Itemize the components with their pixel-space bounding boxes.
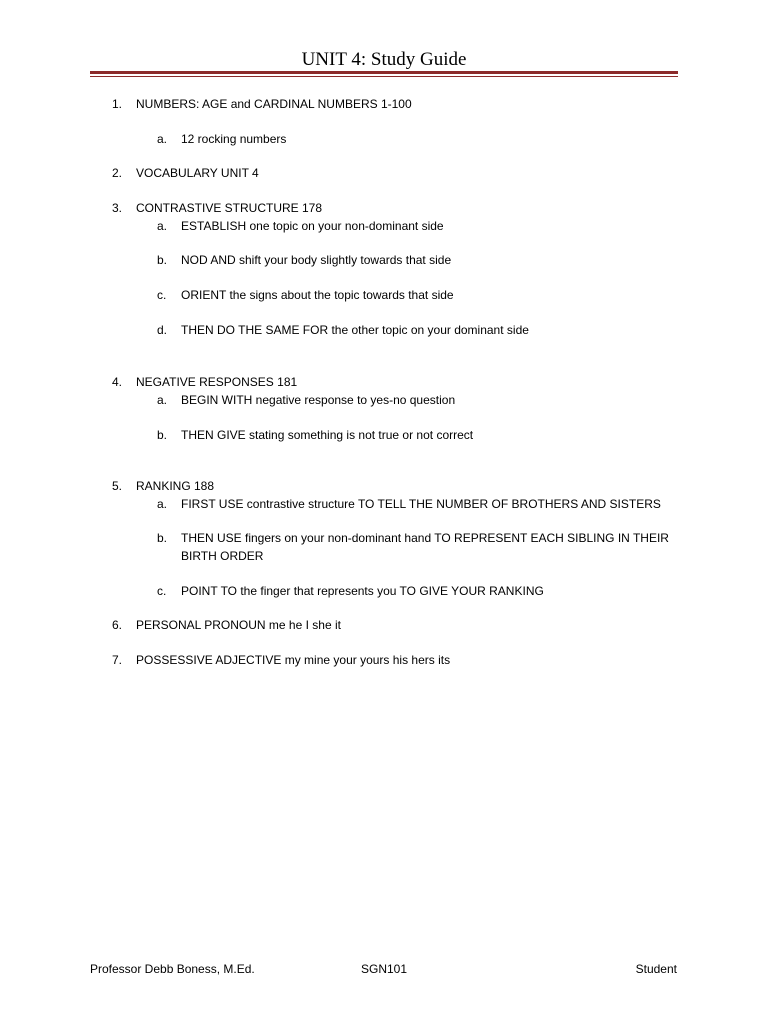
footer-course-code: SGN101 bbox=[361, 962, 408, 976]
sub-item-text: NOD AND shift your body slightly towards that side bbox=[181, 253, 452, 267]
sub-item-letter: b. bbox=[157, 531, 168, 545]
sub-item-text: BIRTH ORDER bbox=[181, 549, 264, 563]
item-number: 2. bbox=[112, 166, 123, 180]
item-number: 1. bbox=[112, 97, 123, 111]
item-number: 3. bbox=[112, 201, 123, 215]
footer-student: Student bbox=[635, 962, 677, 976]
item-text: CONTRASTIVE STRUCTURE 178 bbox=[136, 201, 323, 215]
sub-item-text: FIRST USE contrastive structure TO TELL THE NUMBER OF BROTHERS AND SISTERS bbox=[181, 497, 661, 511]
sub-item-letter: d. bbox=[157, 323, 168, 337]
sub-item-text: BEGIN WITH negative response to yes-no question bbox=[181, 393, 456, 407]
page-title: UNIT 4: Study Guide bbox=[301, 49, 467, 70]
sub-item-letter: a. bbox=[157, 497, 168, 511]
sub-item-letter: a. bbox=[157, 132, 168, 146]
sub-item-text: POINT TO the finger that represents you TO GIVE YOUR RANKING bbox=[181, 584, 544, 598]
sub-item-letter: a. bbox=[157, 393, 168, 407]
sub-item-text: THEN GIVE stating something is not true or not correct bbox=[181, 428, 474, 442]
sub-item-letter: c. bbox=[157, 288, 167, 302]
item-number: 4. bbox=[112, 375, 123, 389]
sub-item-letter: a. bbox=[157, 219, 168, 233]
item-text: RANKING 188 bbox=[136, 479, 215, 493]
item-text: VOCABULARY UNIT 4 bbox=[136, 166, 259, 180]
item-number: 7. bbox=[112, 653, 123, 667]
sub-item-letter: b. bbox=[157, 253, 168, 267]
footer-professor: Professor Debb Boness, M.Ed. bbox=[90, 962, 255, 976]
sub-item-text: 12 rocking numbers bbox=[181, 132, 287, 146]
sub-item-text: THEN USE fingers on your non-dominant hand TO REPRESENT EACH SIBLING IN THEIR bbox=[181, 531, 669, 545]
item-text: NEGATIVE RESPONSES 181 bbox=[136, 375, 298, 389]
header-rule-thin bbox=[90, 76, 678, 77]
item-text: POSSESSIVE ADJECTIVE my mine your yours his hers its bbox=[136, 653, 451, 667]
sub-item-text: THEN DO THE SAME FOR the other topic on your dominant side bbox=[181, 323, 529, 337]
item-number: 6. bbox=[112, 618, 123, 632]
item-text: NUMBERS: AGE and CARDINAL NUMBERS 1-100 bbox=[136, 97, 412, 111]
sub-item-letter: b. bbox=[157, 428, 168, 442]
sub-item-letter: c. bbox=[157, 584, 167, 598]
item-text: PERSONAL PRONOUN me he I she it bbox=[136, 618, 341, 632]
header-rule bbox=[90, 71, 678, 74]
sub-item-text: ORIENT the signs about the topic towards that side bbox=[181, 288, 454, 302]
sub-item-text: ESTABLISH one topic on your non-dominant side bbox=[181, 219, 444, 233]
item-number: 5. bbox=[112, 479, 123, 493]
